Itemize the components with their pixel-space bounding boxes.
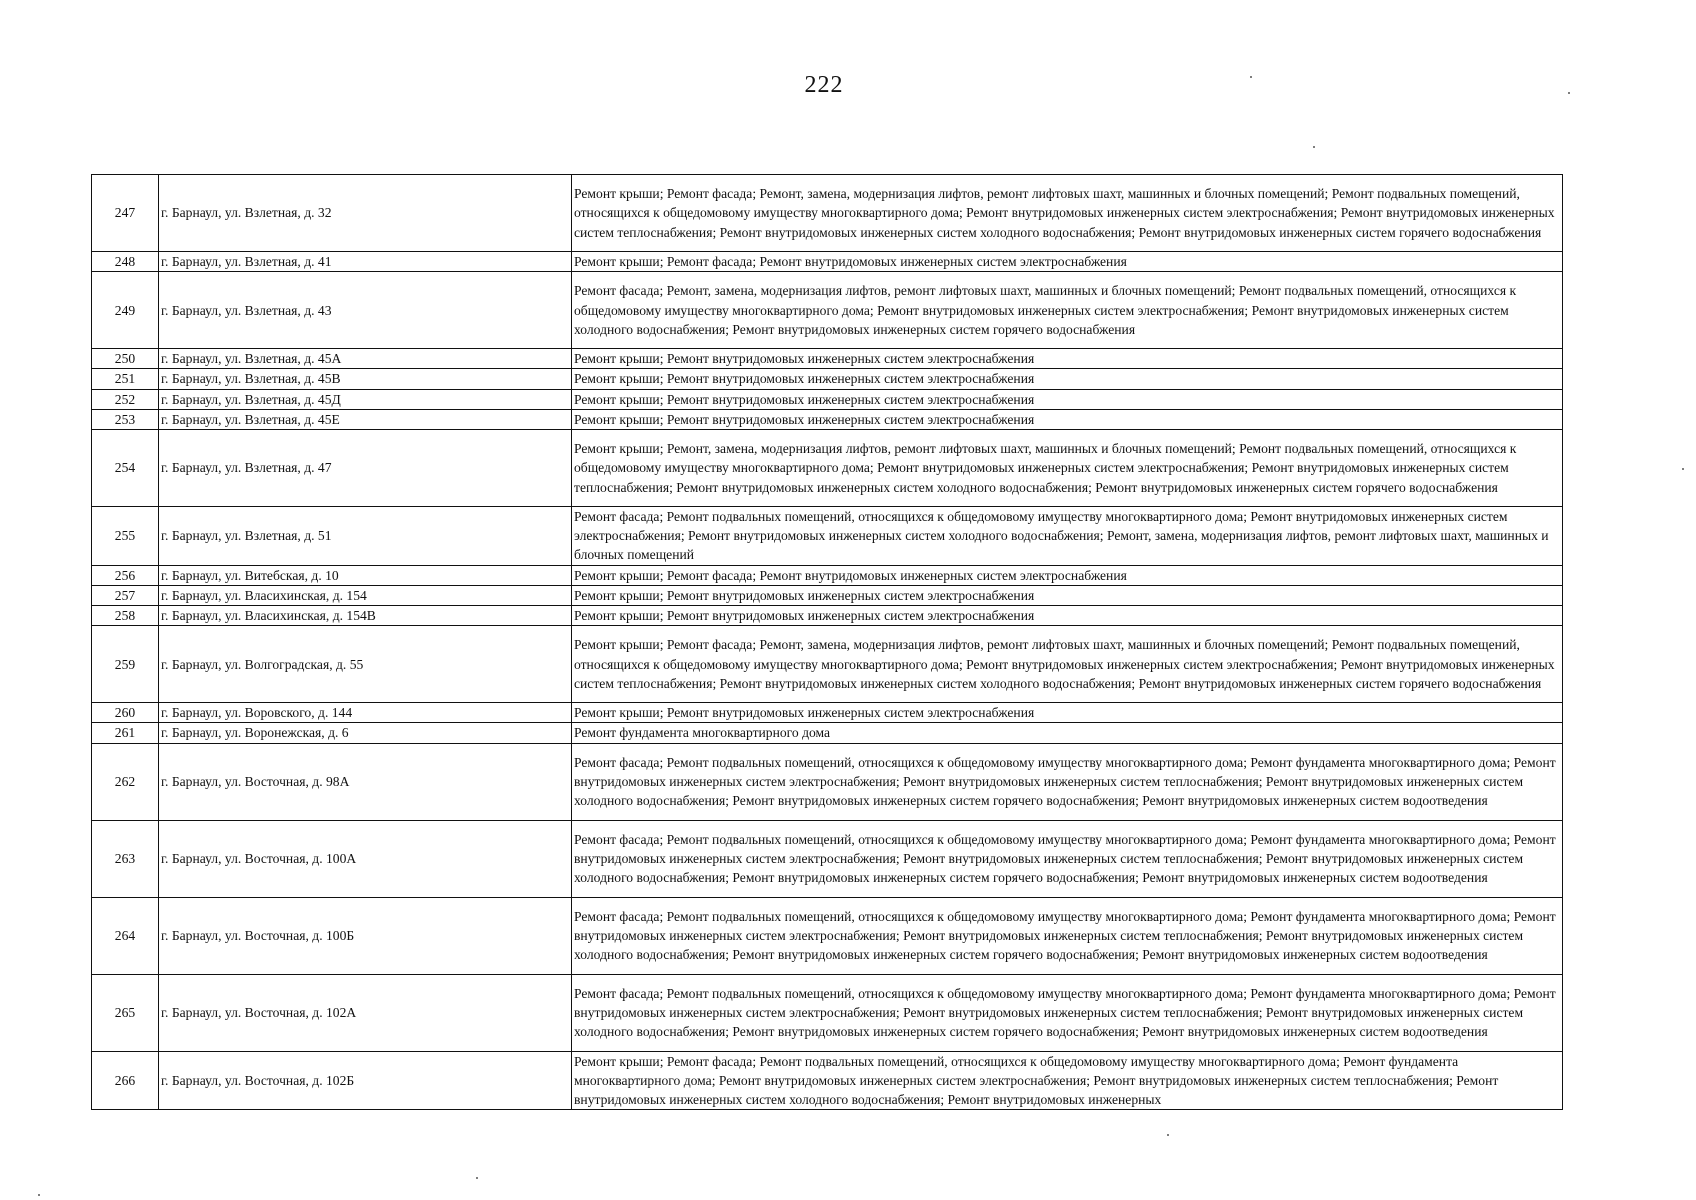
table-row bbox=[92, 507, 1563, 566]
row-number: 248 bbox=[92, 252, 159, 272]
table-row bbox=[92, 430, 1563, 507]
table-row bbox=[92, 252, 1563, 272]
row-works: Ремонт фасада; Ремонт, замена, модернизация лифтов, ремонт лифтовых шахт, машинных и блочных помещений; Ремонт подвальных помещений, относящихся к общедомовому имуществу многоквартирного дома; Ремонт внутридомовых инженерных систем электроснабжения; Ремонт внутридомовых инженерных систем холодного водоснабжения; Ремонт внутридомовых инженерных систем горячего водоснабжения bbox=[572, 272, 1563, 349]
row-works: Ремонт крыши; Ремонт фасада; Ремонт, замена, модернизация лифтов, ремонт лифтовых шахт, машинных и блочных помещений; Ремонт подвальных помещений, относящихся к общедомовому имуществу многоквартирного дома; Ремонт внутридомовых инженерных систем электроснабжения; Ремонт внутридомовых инженерных систем теплоснабжения; Ремонт внутридомовых инженерных систем холодного водоснабжения; Ремонт внутридомовых инженерных систем горячего водоснабжения bbox=[572, 626, 1563, 703]
row-number: 260 bbox=[92, 703, 159, 723]
scan-speck bbox=[1568, 92, 1570, 94]
row-number: 259 bbox=[92, 626, 159, 703]
row-works: Ремонт крыши; Ремонт фасада; Ремонт внутридомовых инженерных систем электроснабжения bbox=[572, 565, 1563, 585]
page-number: 222 bbox=[804, 72, 844, 98]
row-address: г. Барнаул, ул. Взлетная, д. 45Д bbox=[159, 389, 572, 409]
row-works: Ремонт крыши; Ремонт фасада; Ремонт внутридомовых инженерных систем электроснабжения bbox=[572, 252, 1563, 272]
row-address: г. Барнаул, ул. Взлетная, д. 47 bbox=[159, 430, 572, 507]
table-row bbox=[92, 703, 1563, 723]
table-row bbox=[92, 974, 1563, 1051]
row-works: Ремонт крыши; Ремонт внутридомовых инженерных систем электроснабжения bbox=[572, 585, 1563, 605]
row-number: 264 bbox=[92, 897, 159, 974]
row-works: Ремонт крыши; Ремонт фасада; Ремонт, замена, модернизация лифтов, ремонт лифтовых шахт, машинных и блочных помещений; Ремонт подвальных помещений, относящихся к общедомовому имуществу многоквартирного дома; Ремонт внутридомовых инженерных систем электроснабжения; Ремонт внутридомовых инженерных систем теплоснабжения; Ремонт внутридомовых инженерных систем холодного водоснабжения; Ремонт внутридомовых инженерных систем горячего водоснабжения bbox=[572, 175, 1563, 252]
row-number: 256 bbox=[92, 565, 159, 585]
registry-table-body bbox=[92, 175, 1563, 1110]
scan-speck bbox=[1313, 146, 1315, 148]
row-address: г. Барнаул, ул. Восточная, д. 98А bbox=[159, 743, 572, 820]
row-number: 251 bbox=[92, 369, 159, 389]
row-works: Ремонт крыши; Ремонт внутридомовых инженерных систем электроснабжения bbox=[572, 606, 1563, 626]
table-row bbox=[92, 349, 1563, 369]
table-row bbox=[92, 820, 1563, 897]
row-address: г. Барнаул, ул. Власихинская, д. 154 bbox=[159, 585, 572, 605]
scan-speck bbox=[1250, 76, 1252, 78]
row-number: 254 bbox=[92, 430, 159, 507]
row-number: 255 bbox=[92, 507, 159, 566]
row-works: Ремонт крыши; Ремонт внутридомовых инженерных систем электроснабжения bbox=[572, 349, 1563, 369]
table-row bbox=[92, 606, 1563, 626]
row-number: 253 bbox=[92, 409, 159, 429]
row-address: г. Барнаул, ул. Взлетная, д. 41 bbox=[159, 252, 572, 272]
row-address: г. Барнаул, ул. Восточная, д. 100А bbox=[159, 820, 572, 897]
table-row bbox=[92, 389, 1563, 409]
table-row bbox=[92, 897, 1563, 974]
table-row bbox=[92, 409, 1563, 429]
row-number: 263 bbox=[92, 820, 159, 897]
row-works: Ремонт крыши; Ремонт, замена, модернизация лифтов, ремонт лифтовых шахт, машинных и блочных помещений; Ремонт подвальных помещений, относящихся к общедомовому имуществу многоквартирного дома; Ремонт внутридомовых инженерных систем электроснабжения; Ремонт внутридомовых инженерных систем теплоснабжения; Ремонт внутридомовых инженерных систем холодного водоснабжения; Ремонт внутридомовых инженерных систем горячего водоснабжения bbox=[572, 430, 1563, 507]
table-row bbox=[92, 565, 1563, 585]
row-number: 252 bbox=[92, 389, 159, 409]
row-number: 247 bbox=[92, 175, 159, 252]
row-works: Ремонт крыши; Ремонт внутридомовых инженерных систем электроснабжения bbox=[572, 389, 1563, 409]
table-row bbox=[92, 743, 1563, 820]
row-works: Ремонт крыши; Ремонт внутридомовых инженерных систем электроснабжения bbox=[572, 369, 1563, 389]
row-address: г. Барнаул, ул. Взлетная, д. 51 bbox=[159, 507, 572, 566]
table-row bbox=[92, 369, 1563, 389]
row-number: 261 bbox=[92, 723, 159, 743]
row-works: Ремонт фасада; Ремонт подвальных помещений, относящихся к общедомовому имуществу многоквартирного дома; Ремонт фундамента многоквартирного дома; Ремонт внутридомовых инженерных систем электроснабжения; Ремонт внутридомовых инженерных систем теплоснабжения; Ремонт внутридомовых инженерных систем холодного водоснабжения; Ремонт внутридомовых инженерных систем горячего водоснабжения; Ремонт внутридомовых инженерных систем водоотведения bbox=[572, 974, 1563, 1051]
row-address: г. Барнаул, ул. Волгоградская, д. 55 bbox=[159, 626, 572, 703]
row-address: г. Барнаул, ул. Взлетная, д. 45А bbox=[159, 349, 572, 369]
row-number: 262 bbox=[92, 743, 159, 820]
table-row bbox=[92, 272, 1563, 349]
row-address: г. Барнаул, ул. Взлетная, д. 43 bbox=[159, 272, 572, 349]
row-works: Ремонт фасада; Ремонт подвальных помещений, относящихся к общедомовому имуществу многоквартирного дома; Ремонт фундамента многоквартирного дома; Ремонт внутридомовых инженерных систем электроснабжения; Ремонт внутридомовых инженерных систем теплоснабжения; Ремонт внутридомовых инженерных систем холодного водоснабжения; Ремонт внутридомовых инженерных систем горячего водоснабжения; Ремонт внутридомовых инженерных систем водоотведения bbox=[572, 820, 1563, 897]
row-address: г. Барнаул, ул. Восточная, д. 100Б bbox=[159, 897, 572, 974]
table-row bbox=[92, 723, 1563, 743]
row-address: г. Барнаул, ул. Витебская, д. 10 bbox=[159, 565, 572, 585]
row-number: 266 bbox=[92, 1051, 159, 1110]
scan-speck bbox=[38, 1194, 40, 1196]
row-works: Ремонт фасада; Ремонт подвальных помещений, относящихся к общедомовому имуществу многоквартирного дома; Ремонт фундамента многоквартирного дома; Ремонт внутридомовых инженерных систем электроснабжения; Ремонт внутридомовых инженерных систем теплоснабжения; Ремонт внутридомовых инженерных систем холодного водоснабжения; Ремонт внутридомовых инженерных систем горячего водоснабжения; Ремонт внутридомовых инженерных систем водоотведения bbox=[572, 743, 1563, 820]
row-address: г. Барнаул, ул. Взлетная, д. 45Е bbox=[159, 409, 572, 429]
row-works: Ремонт фасада; Ремонт подвальных помещений, относящихся к общедомовому имуществу многоквартирного дома; Ремонт внутридомовых инженерных систем электроснабжения; Ремонт внутридомовых инженерных систем холодного водоснабжения; Ремонт, замена, модернизация лифтов, ремонт лифтовых шахт, машинных и блочных помещений bbox=[572, 507, 1563, 566]
row-address: г. Барнаул, ул. Воровского, д. 144 bbox=[159, 703, 572, 723]
row-number: 265 bbox=[92, 974, 159, 1051]
row-address: г. Барнаул, ул. Власихинская, д. 154В bbox=[159, 606, 572, 626]
repair-registry-table bbox=[91, 174, 1563, 1110]
row-address: г. Барнаул, ул. Взлетная, д. 32 bbox=[159, 175, 572, 252]
scan-speck bbox=[476, 1177, 478, 1179]
row-number: 257 bbox=[92, 585, 159, 605]
row-works: Ремонт крыши; Ремонт внутридомовых инженерных систем электроснабжения bbox=[572, 703, 1563, 723]
table-row bbox=[92, 175, 1563, 252]
row-address: г. Барнаул, ул. Восточная, д. 102Б bbox=[159, 1051, 572, 1110]
row-address: г. Барнаул, ул. Взлетная, д. 45В bbox=[159, 369, 572, 389]
row-works: Ремонт крыши; Ремонт фасада; Ремонт подвальных помещений, относящихся к общедомовому имуществу многоквартирного дома; Ремонт фундамента многоквартирного дома; Ремонт внутридомовых инженерных систем электроснабжения; Ремонт внутридомовых инженерных систем теплоснабжения; Ремонт внутридомовых инженерных систем холодного водоснабжения; Ремонт внутридомовых инженерных bbox=[572, 1051, 1563, 1110]
row-number: 258 bbox=[92, 606, 159, 626]
row-number: 250 bbox=[92, 349, 159, 369]
row-address: г. Барнаул, ул. Восточная, д. 102А bbox=[159, 974, 572, 1051]
scan-speck bbox=[1167, 1134, 1169, 1136]
row-works: Ремонт фасада; Ремонт подвальных помещений, относящихся к общедомовому имуществу многоквартирного дома; Ремонт фундамента многоквартирного дома; Ремонт внутридомовых инженерных систем электроснабжения; Ремонт внутридомовых инженерных систем теплоснабжения; Ремонт внутридомовых инженерных систем холодного водоснабжения; Ремонт внутридомовых инженерных систем горячего водоснабжения; Ремонт внутридомовых инженерных систем водоотведения bbox=[572, 897, 1563, 974]
scan-speck bbox=[1682, 468, 1684, 470]
row-address: г. Барнаул, ул. Воронежская, д. 6 bbox=[159, 723, 572, 743]
row-number: 249 bbox=[92, 272, 159, 349]
table-row bbox=[92, 585, 1563, 605]
row-works: Ремонт фундамента многоквартирного дома bbox=[572, 723, 1563, 743]
table-row bbox=[92, 1051, 1563, 1110]
table-row bbox=[92, 626, 1563, 703]
row-works: Ремонт крыши; Ремонт внутридомовых инженерных систем электроснабжения bbox=[572, 409, 1563, 429]
